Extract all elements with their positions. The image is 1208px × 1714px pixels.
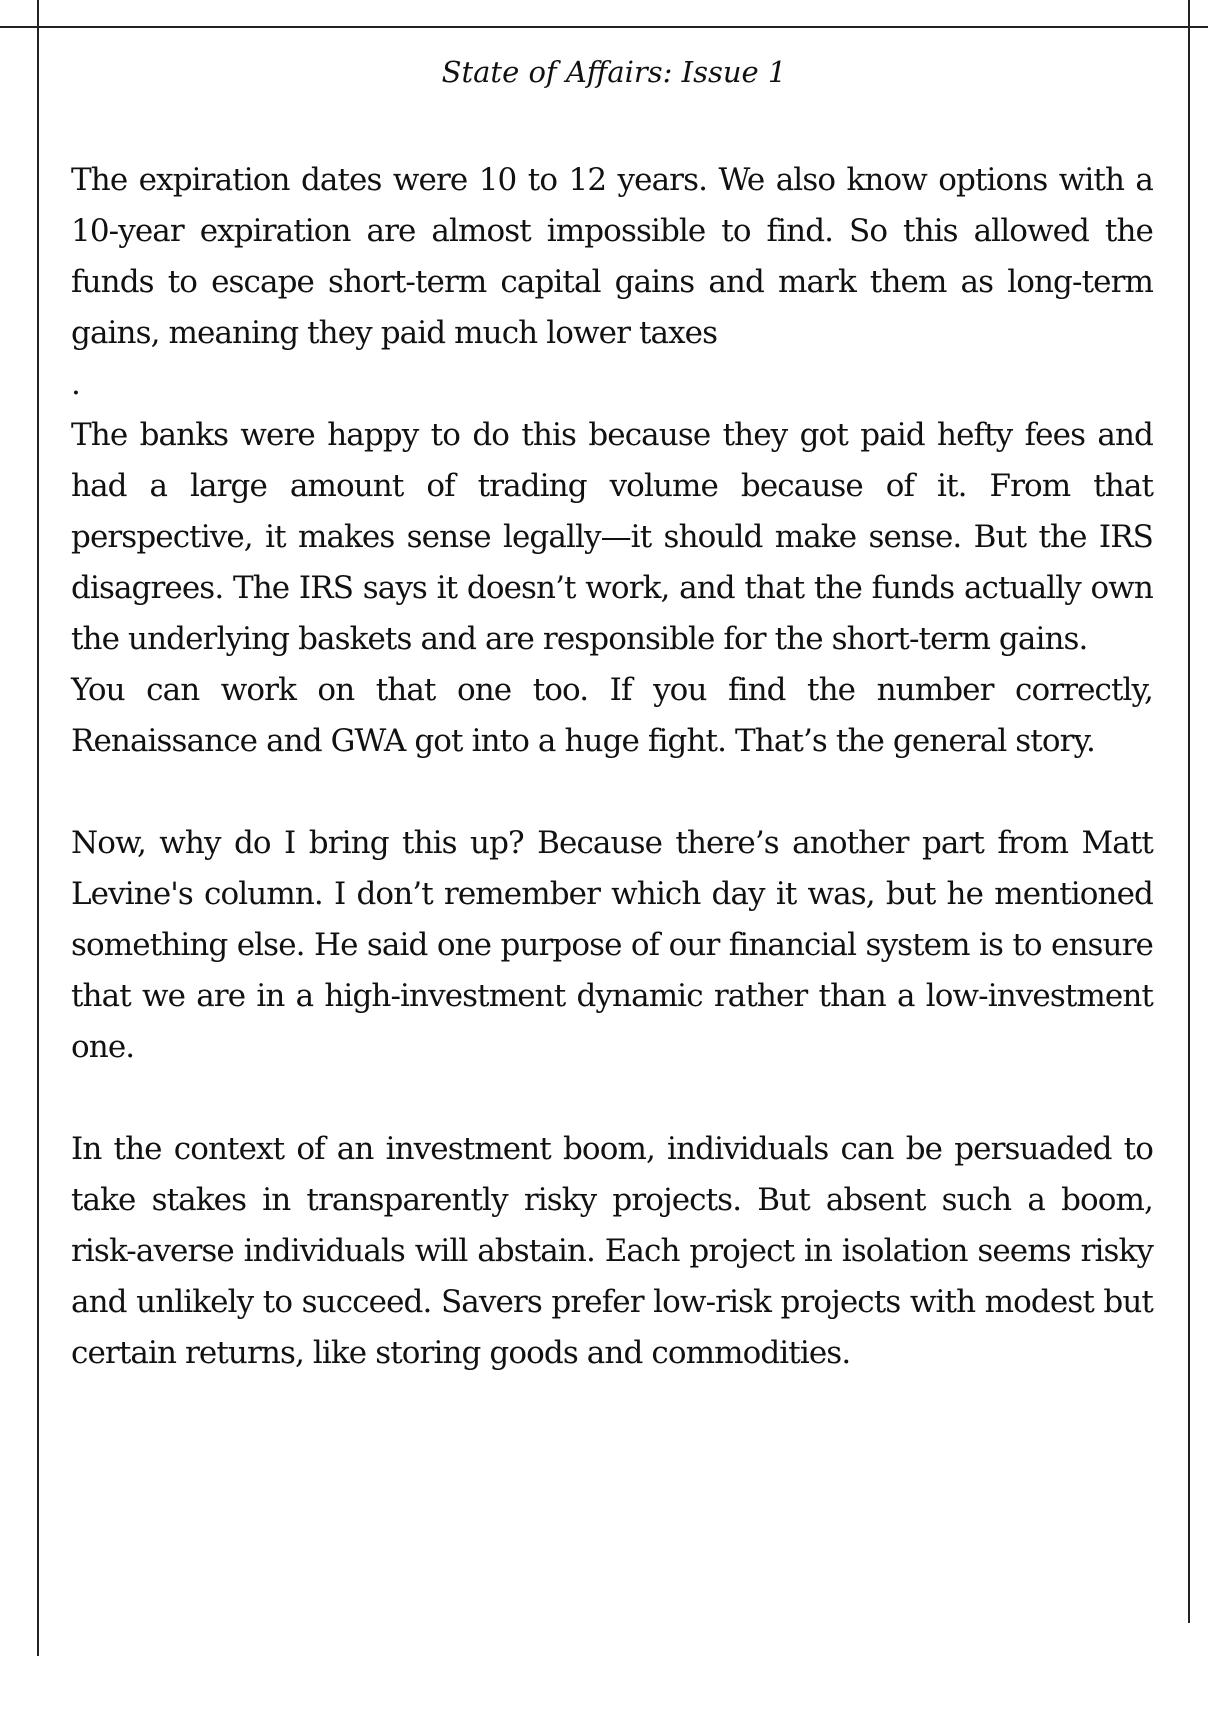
paragraph-5: In the context of an investment boom, individuals can be persuaded to take stakes in transparently risky projects. But absent such a boom, risk-averse individuals will abstain. Each project in isolation seems risky and unlikely to succeed. Savers prefer low-risk projects with modest but certain returns, like storing goods and commodities. bbox=[71, 1131, 1153, 1371]
page-header-title: State of Affairs: Issue 1 bbox=[441, 55, 787, 89]
paragraph-spacer bbox=[71, 767, 1153, 818]
document-body bbox=[71, 155, 1153, 1379]
left-border-line bbox=[37, 0, 39, 1656]
paragraph-2: The banks were happy to do this because they got paid hefty fees and had a large amount of trading volume because of it. From that perspective, it makes sense legally—it should make sense. But the IRS disagrees. The IRS says it doesn’t work, and that the funds actually own the underlying baskets and are responsible for the short-term gains. bbox=[71, 417, 1153, 657]
paragraph-3: You can work on that one too. If you find the number correctly, Renaissance and GWA got into a huge fight. That’s the general story. bbox=[71, 672, 1153, 759]
paragraph-1: The expiration dates were 10 to 12 years. We also know options with a 10-year expiration are almost impossible to find. So this allowed the funds to escape short-term capital gains and mark them as long-term gains, meaning they paid much lower taxes bbox=[71, 162, 1153, 351]
paragraph-1-trailing-period: . bbox=[71, 366, 80, 402]
paragraph-4: Now, why do I bring this up? Because there’s another part from Matt Levine's column. I don’t remember which day it was, but he mentioned something else. He said one purpose of our financial system is to ensure that we are in a high-investment dynamic rather than a low-investment one. bbox=[71, 825, 1153, 1065]
top-border-line bbox=[0, 26, 1208, 28]
paragraph-spacer bbox=[71, 1073, 1153, 1124]
right-border-line bbox=[1188, 0, 1190, 1623]
